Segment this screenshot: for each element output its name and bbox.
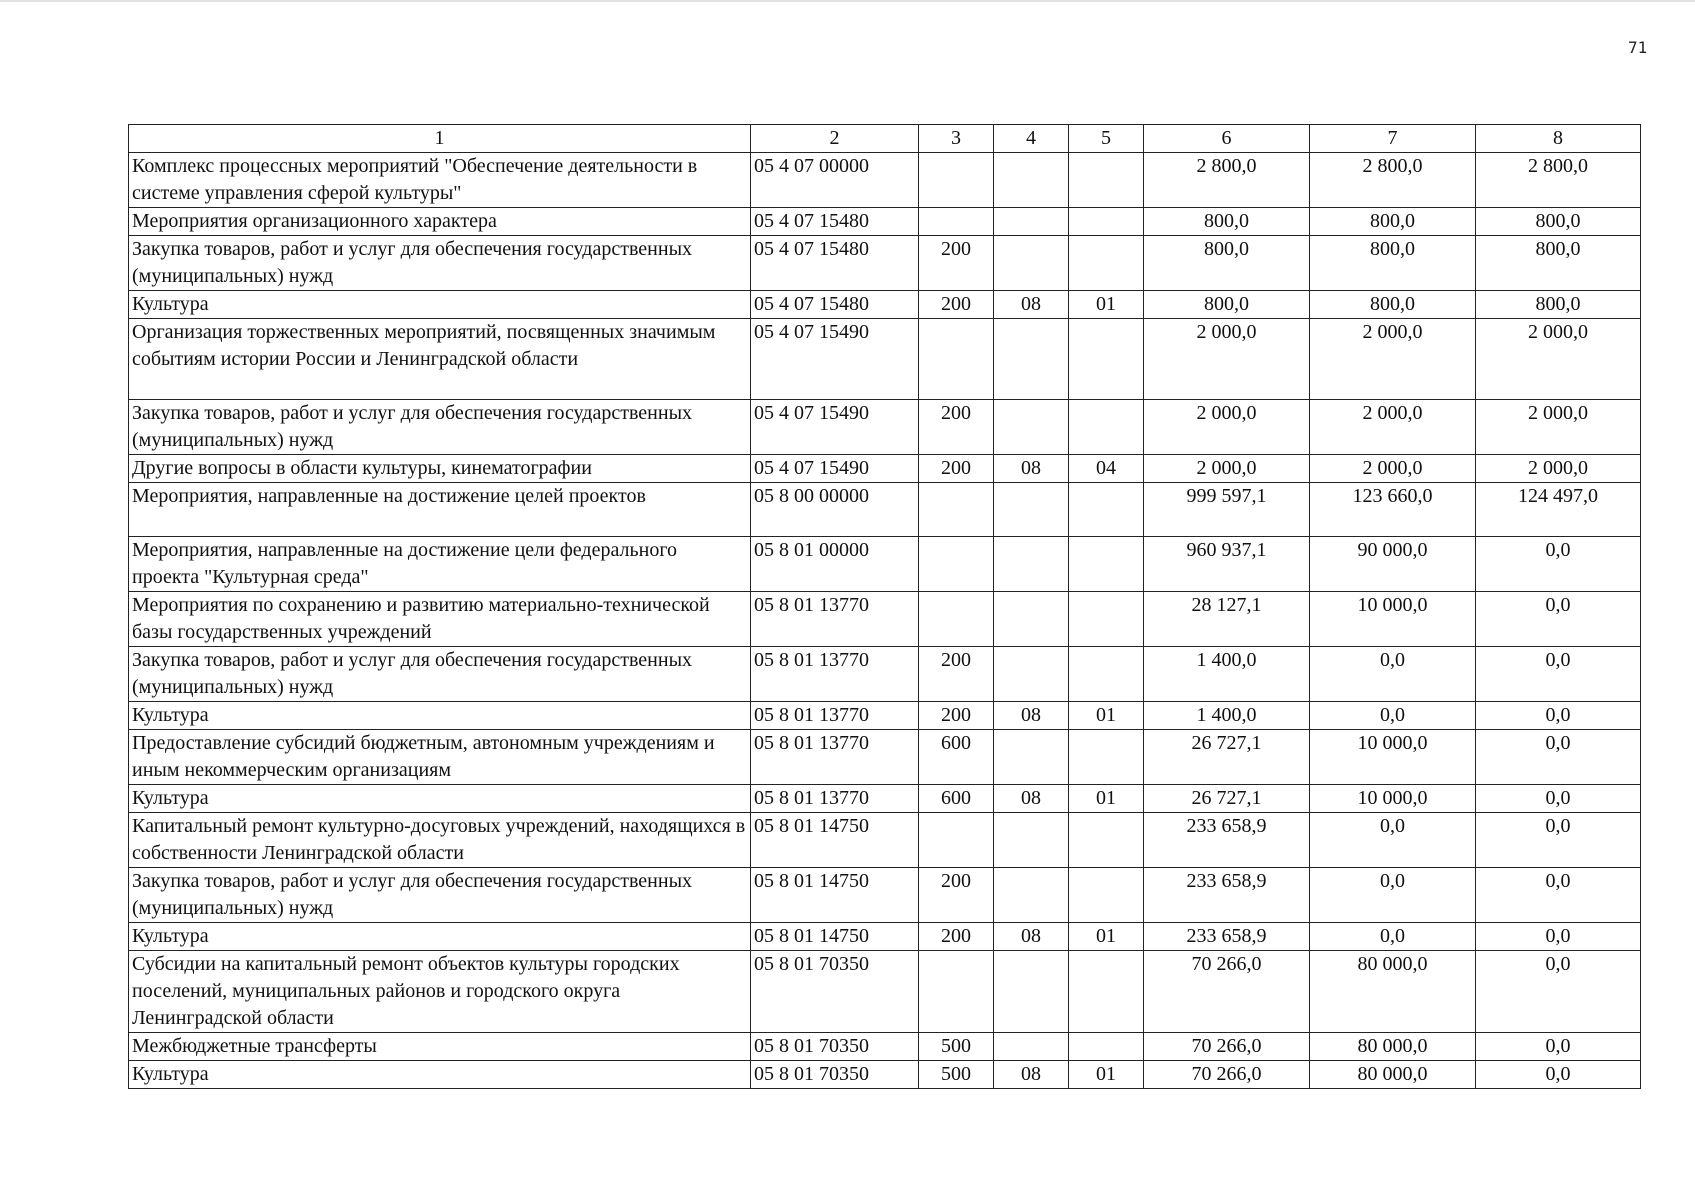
amount-year-2-cell: 123 660,0: [1310, 483, 1476, 537]
target-article-cell: 05 8 01 70350: [751, 1061, 919, 1089]
row-name-cell: Мероприятия по сохранению и развитию материально-технической базы государственных учреждений: [129, 592, 751, 647]
target-article-cell: 05 4 07 15480: [751, 236, 919, 291]
subsection-cell: [1069, 1033, 1144, 1061]
page-number: 71: [1628, 38, 1648, 57]
header-row: [129, 125, 1641, 153]
expense-type-cell: [919, 483, 994, 537]
expense-type-cell: 200: [919, 291, 994, 319]
amount-year-3-cell: 0,0: [1476, 785, 1641, 813]
amount-year-2-cell: 80 000,0: [1310, 951, 1476, 1033]
section-cell: 08: [994, 785, 1069, 813]
amount-year-1-cell: 999 597,1: [1144, 483, 1310, 537]
subsection-cell: 04: [1069, 455, 1144, 483]
row-name-cell: Комплекс процессных мероприятий "Обеспечение деятельности в системе управления сферой культуры": [129, 153, 751, 208]
column-header: 4: [994, 125, 1069, 153]
table-row: [129, 813, 1641, 868]
amount-year-3-cell: 800,0: [1476, 208, 1641, 236]
target-article-cell: 05 8 01 14750: [751, 813, 919, 868]
column-header: 3: [919, 125, 994, 153]
amount-year-1-cell: 2 000,0: [1144, 455, 1310, 483]
row-name-cell: Культура: [129, 291, 751, 319]
amount-year-2-cell: 80 000,0: [1310, 1033, 1476, 1061]
amount-year-2-cell: 2 000,0: [1310, 319, 1476, 400]
expense-type-cell: 500: [919, 1061, 994, 1089]
amount-year-2-cell: 10 000,0: [1310, 785, 1476, 813]
column-header: 7: [1310, 125, 1476, 153]
table-row: [129, 785, 1641, 813]
amount-year-2-cell: 10 000,0: [1310, 730, 1476, 785]
amount-year-3-cell: 0,0: [1476, 923, 1641, 951]
subsection-cell: [1069, 483, 1144, 537]
expense-type-cell: 500: [919, 1033, 994, 1061]
table-row: [129, 592, 1641, 647]
expense-type-cell: 200: [919, 236, 994, 291]
amount-year-1-cell: 800,0: [1144, 291, 1310, 319]
subsection-cell: [1069, 592, 1144, 647]
target-article-cell: 05 8 01 13770: [751, 702, 919, 730]
target-article-cell: 05 4 07 00000: [751, 153, 919, 208]
budget-table: [128, 124, 1641, 1089]
amount-year-2-cell: 800,0: [1310, 236, 1476, 291]
amount-year-1-cell: 800,0: [1144, 236, 1310, 291]
amount-year-1-cell: 1 400,0: [1144, 647, 1310, 702]
row-name-cell: Культура: [129, 1061, 751, 1089]
amount-year-3-cell: 0,0: [1476, 537, 1641, 592]
subsection-cell: [1069, 951, 1144, 1033]
expense-type-cell: 200: [919, 400, 994, 455]
amount-year-2-cell: 2 000,0: [1310, 400, 1476, 455]
expense-type-cell: 200: [919, 647, 994, 702]
amount-year-1-cell: 70 266,0: [1144, 1033, 1310, 1061]
target-article-cell: 05 8 01 70350: [751, 951, 919, 1033]
target-article-cell: 05 4 07 15490: [751, 319, 919, 400]
table-row: [129, 319, 1641, 400]
row-name-cell: Мероприятия, направленные на достижение целей проектов: [129, 483, 751, 537]
amount-year-3-cell: 2 000,0: [1476, 400, 1641, 455]
amount-year-3-cell: 2 000,0: [1476, 455, 1641, 483]
column-header: 1: [129, 125, 751, 153]
table-row: [129, 537, 1641, 592]
row-name-cell: Межбюджетные трансферты: [129, 1033, 751, 1061]
subsection-cell: 01: [1069, 1061, 1144, 1089]
amount-year-2-cell: 10 000,0: [1310, 592, 1476, 647]
subsection-cell: [1069, 400, 1144, 455]
amount-year-2-cell: 0,0: [1310, 813, 1476, 868]
section-cell: 08: [994, 291, 1069, 319]
section-cell: [994, 153, 1069, 208]
page-top-edge: [0, 0, 1695, 2]
amount-year-3-cell: 0,0: [1476, 1033, 1641, 1061]
subsection-cell: [1069, 537, 1144, 592]
table-body: [129, 153, 1641, 1089]
amount-year-2-cell: 80 000,0: [1310, 1061, 1476, 1089]
column-header: 8: [1476, 125, 1641, 153]
row-name-cell: Капитальный ремонт культурно-досуговых учреждений, находящихся в собственности Ленинградской области: [129, 813, 751, 868]
section-cell: [994, 483, 1069, 537]
section-cell: 08: [994, 702, 1069, 730]
row-name-cell: Культура: [129, 785, 751, 813]
subsection-cell: [1069, 236, 1144, 291]
amount-year-1-cell: 2 800,0: [1144, 153, 1310, 208]
row-name-cell: Культура: [129, 702, 751, 730]
target-article-cell: 05 8 00 00000: [751, 483, 919, 537]
target-article-cell: 05 4 07 15480: [751, 208, 919, 236]
target-article-cell: 05 8 01 13770: [751, 592, 919, 647]
expense-type-cell: [919, 592, 994, 647]
amount-year-1-cell: 2 000,0: [1144, 400, 1310, 455]
amount-year-2-cell: 0,0: [1310, 868, 1476, 923]
target-article-cell: 05 4 07 15480: [751, 291, 919, 319]
table-row: [129, 702, 1641, 730]
table-row: [129, 291, 1641, 319]
amount-year-1-cell: 233 658,9: [1144, 813, 1310, 868]
target-article-cell: 05 8 01 13770: [751, 730, 919, 785]
expense-type-cell: 600: [919, 730, 994, 785]
amount-year-1-cell: 28 127,1: [1144, 592, 1310, 647]
column-header: 5: [1069, 125, 1144, 153]
amount-year-3-cell: 0,0: [1476, 702, 1641, 730]
target-article-cell: 05 8 01 14750: [751, 923, 919, 951]
section-cell: [994, 1033, 1069, 1061]
target-article-cell: 05 8 01 70350: [751, 1033, 919, 1061]
amount-year-2-cell: 90 000,0: [1310, 537, 1476, 592]
amount-year-3-cell: 0,0: [1476, 813, 1641, 868]
amount-year-1-cell: 2 000,0: [1144, 319, 1310, 400]
amount-year-3-cell: 800,0: [1476, 236, 1641, 291]
table-row: [129, 951, 1641, 1033]
amount-year-3-cell: 2 000,0: [1476, 319, 1641, 400]
amount-year-3-cell: 0,0: [1476, 951, 1641, 1033]
section-cell: [994, 592, 1069, 647]
row-name-cell: Закупка товаров, работ и услуг для обеспечения государственных (муниципальных) нужд: [129, 647, 751, 702]
expense-type-cell: [919, 319, 994, 400]
amount-year-2-cell: 800,0: [1310, 291, 1476, 319]
row-name-cell: Культура: [129, 923, 751, 951]
subsection-cell: [1069, 647, 1144, 702]
table-row: [129, 400, 1641, 455]
table-row: [129, 1061, 1641, 1089]
amount-year-3-cell: 800,0: [1476, 291, 1641, 319]
column-header: 2: [751, 125, 919, 153]
amount-year-1-cell: 26 727,1: [1144, 730, 1310, 785]
table-row: [129, 153, 1641, 208]
expense-type-cell: 200: [919, 868, 994, 923]
amount-year-3-cell: 0,0: [1476, 868, 1641, 923]
expense-type-cell: [919, 153, 994, 208]
subsection-cell: [1069, 208, 1144, 236]
expense-type-cell: 200: [919, 923, 994, 951]
table-row: [129, 1033, 1641, 1061]
row-name-cell: Субсидии на капитальный ремонт объектов культуры городских поселений, муниципальных районов и городского округа Ленинградской области: [129, 951, 751, 1033]
section-cell: 08: [994, 1061, 1069, 1089]
row-name-cell: Закупка товаров, работ и услуг для обеспечения государственных (муниципальных) нужд: [129, 236, 751, 291]
amount-year-3-cell: 0,0: [1476, 647, 1641, 702]
section-cell: [994, 319, 1069, 400]
section-cell: [994, 400, 1069, 455]
amount-year-2-cell: 0,0: [1310, 923, 1476, 951]
expense-type-cell: 200: [919, 455, 994, 483]
target-article-cell: 05 4 07 15490: [751, 400, 919, 455]
section-cell: [994, 647, 1069, 702]
subsection-cell: [1069, 319, 1144, 400]
subsection-cell: [1069, 153, 1144, 208]
amount-year-1-cell: 233 658,9: [1144, 868, 1310, 923]
table-row: [129, 236, 1641, 291]
subsection-cell: 01: [1069, 291, 1144, 319]
amount-year-3-cell: 0,0: [1476, 1061, 1641, 1089]
amount-year-3-cell: 0,0: [1476, 592, 1641, 647]
amount-year-1-cell: 800,0: [1144, 208, 1310, 236]
amount-year-3-cell: 124 497,0: [1476, 483, 1641, 537]
table-row: [129, 208, 1641, 236]
amount-year-2-cell: 0,0: [1310, 702, 1476, 730]
row-name-cell: Закупка товаров, работ и услуг для обеспечения государственных (муниципальных) нужд: [129, 868, 751, 923]
row-name-cell: Мероприятия, направленные на достижение цели федерального проекта "Культурная среда": [129, 537, 751, 592]
row-name-cell: Мероприятия организационного характера: [129, 208, 751, 236]
target-article-cell: 05 8 01 00000: [751, 537, 919, 592]
section-cell: [994, 730, 1069, 785]
expense-type-cell: [919, 813, 994, 868]
subsection-cell: 01: [1069, 702, 1144, 730]
amount-year-2-cell: 2 800,0: [1310, 153, 1476, 208]
subsection-cell: [1069, 813, 1144, 868]
section-cell: [994, 951, 1069, 1033]
amount-year-1-cell: 1 400,0: [1144, 702, 1310, 730]
target-article-cell: 05 4 07 15490: [751, 455, 919, 483]
target-article-cell: 05 8 01 14750: [751, 868, 919, 923]
amount-year-2-cell: 2 000,0: [1310, 455, 1476, 483]
table-row: [129, 455, 1641, 483]
subsection-cell: 01: [1069, 923, 1144, 951]
expense-type-cell: [919, 208, 994, 236]
row-name-cell: Предоставление субсидий бюджетным, автономным учреждениям и иным некоммерческим организациям: [129, 730, 751, 785]
amount-year-3-cell: 0,0: [1476, 730, 1641, 785]
table-row: [129, 647, 1641, 702]
section-cell: [994, 868, 1069, 923]
section-cell: 08: [994, 455, 1069, 483]
table-row: [129, 923, 1641, 951]
table-row: [129, 868, 1641, 923]
column-header: 6: [1144, 125, 1310, 153]
row-name-cell: Организация торжественных мероприятий, посвященных значимым событиям истории России и Ленинградской области: [129, 319, 751, 400]
target-article-cell: 05 8 01 13770: [751, 647, 919, 702]
subsection-cell: 01: [1069, 785, 1144, 813]
amount-year-1-cell: 26 727,1: [1144, 785, 1310, 813]
amount-year-3-cell: 2 800,0: [1476, 153, 1641, 208]
section-cell: [994, 537, 1069, 592]
table-row: [129, 730, 1641, 785]
subsection-cell: [1069, 868, 1144, 923]
section-cell: [994, 813, 1069, 868]
amount-year-2-cell: 800,0: [1310, 208, 1476, 236]
subsection-cell: [1069, 730, 1144, 785]
section-cell: 08: [994, 923, 1069, 951]
amount-year-2-cell: 0,0: [1310, 647, 1476, 702]
expense-type-cell: [919, 537, 994, 592]
table-row: [129, 483, 1641, 537]
amount-year-1-cell: 960 937,1: [1144, 537, 1310, 592]
amount-year-1-cell: 233 658,9: [1144, 923, 1310, 951]
amount-year-1-cell: 70 266,0: [1144, 951, 1310, 1033]
expense-type-cell: [919, 951, 994, 1033]
expense-type-cell: 600: [919, 785, 994, 813]
row-name-cell: Закупка товаров, работ и услуг для обеспечения государственных (муниципальных) нужд: [129, 400, 751, 455]
target-article-cell: 05 8 01 13770: [751, 785, 919, 813]
amount-year-1-cell: 70 266,0: [1144, 1061, 1310, 1089]
expense-type-cell: 200: [919, 702, 994, 730]
section-cell: [994, 236, 1069, 291]
row-name-cell: Другие вопросы в области культуры, кинематографии: [129, 455, 751, 483]
section-cell: [994, 208, 1069, 236]
